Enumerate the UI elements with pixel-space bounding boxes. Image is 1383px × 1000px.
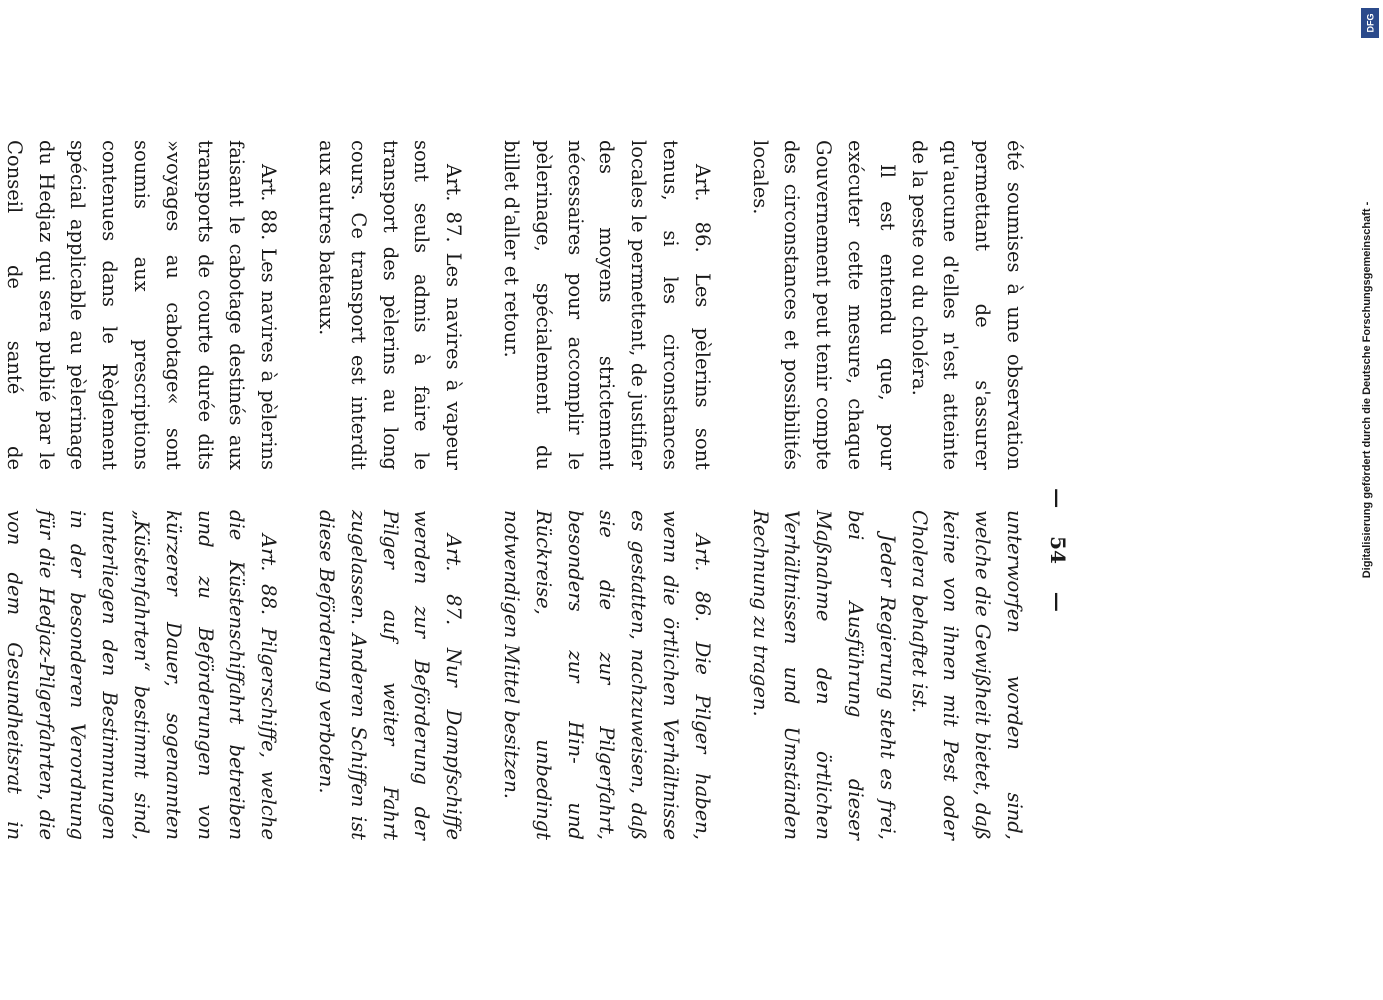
french-column bbox=[0, 140, 1030, 470]
german-column bbox=[0, 510, 1030, 840]
french-paragraph: été soumises à une observation permettant de s'assurer qu'aucune d'elles n'est atteinte de la peste ou du choléra. bbox=[907, 140, 1026, 470]
german-paragraph: unterworfen worden sind, welche die Gewißheit bietet, daß keine von ihnen mit Pest oder Cholera behaftet ist. bbox=[907, 510, 1026, 840]
french-paragraph: Il est entendu que, pour exécuter cette mesure, chaque Gouvernement peut tenir compte des circonstances et possibilités locales. bbox=[748, 140, 899, 470]
header-dash-right: — bbox=[1046, 591, 1070, 612]
digitization-credit bbox=[1357, 10, 1377, 770]
page-number: 54 bbox=[1046, 536, 1070, 564]
german-paragraph: Art. 86. Die Pilger haben, wenn die örtlichen Verhältnisse es gestatten, nachzuweisen, daß sie die zur Pilgerfahrt, besonders zur Hin- und Rückreise, unbedingt notwendigen Mittel besitzen. bbox=[500, 510, 714, 840]
header-dash-left: — bbox=[1046, 488, 1070, 509]
french-paragraph: Art. 87. Les navires à vapeur sont seuls admis à faire le transport des pèlerins au long cours. Ce transport est interdit aux autres bateaux. bbox=[315, 140, 466, 470]
dfg-logo bbox=[1361, 8, 1379, 38]
french-paragraph: Art. 86. Les pèlerins sont tenus, si les circonstances locales le permettent, de justifier des moyens strictement nécessaires pour accomplir le pèlerinage, spécialement du billet d'aller et retour. bbox=[500, 140, 714, 470]
digitization-credit-text: Digitalisierung gefördert durch die Deutsche Forschungsgemeinschaft - bbox=[1361, 201, 1373, 579]
german-paragraph: Art. 87. Nur Dampfschiffe werden zur Beförderung der Pilger auf weiter Fahrt zugelassen. Anderen Schiffen ist diese Beförderung verboten. bbox=[315, 510, 466, 840]
german-paragraph: Jeder Regierung steht es frei, bei Ausführung dieser Maßnahme den örtlichen Verhältnissen und Umständen Rechnung zu tragen. bbox=[748, 510, 899, 840]
german-paragraph: Art. 88. Pilgerschiffe, welche die Küstenschiffahrt betreiben und zu Beförderungen von kürzerer Dauer, sogenannten „Küstenfahrten“ bestimmt sind, unterliegen den Bestimmungen in der besonderen Verordnung für die Hedjaz-Pilgerfahrten, die von dem Gesundheitsrat in bbox=[2, 510, 281, 840]
page-header bbox=[1046, 220, 1070, 880]
text-columns bbox=[0, 140, 1030, 880]
dfg-logo-text: DFG bbox=[1365, 13, 1375, 33]
rotated-page-content bbox=[2, 0, 1190, 1000]
french-paragraph: Art. 88. Les navires à pèlerins faisant le cabotage destinés aux transports de courte durée dits »voyages au cabotage« sont soumis aux prescriptions contenues dans le Règlement spécial applicable au pèlerinage du Hedjaz qui sera publié par le Conseil de santé de bbox=[2, 140, 281, 470]
